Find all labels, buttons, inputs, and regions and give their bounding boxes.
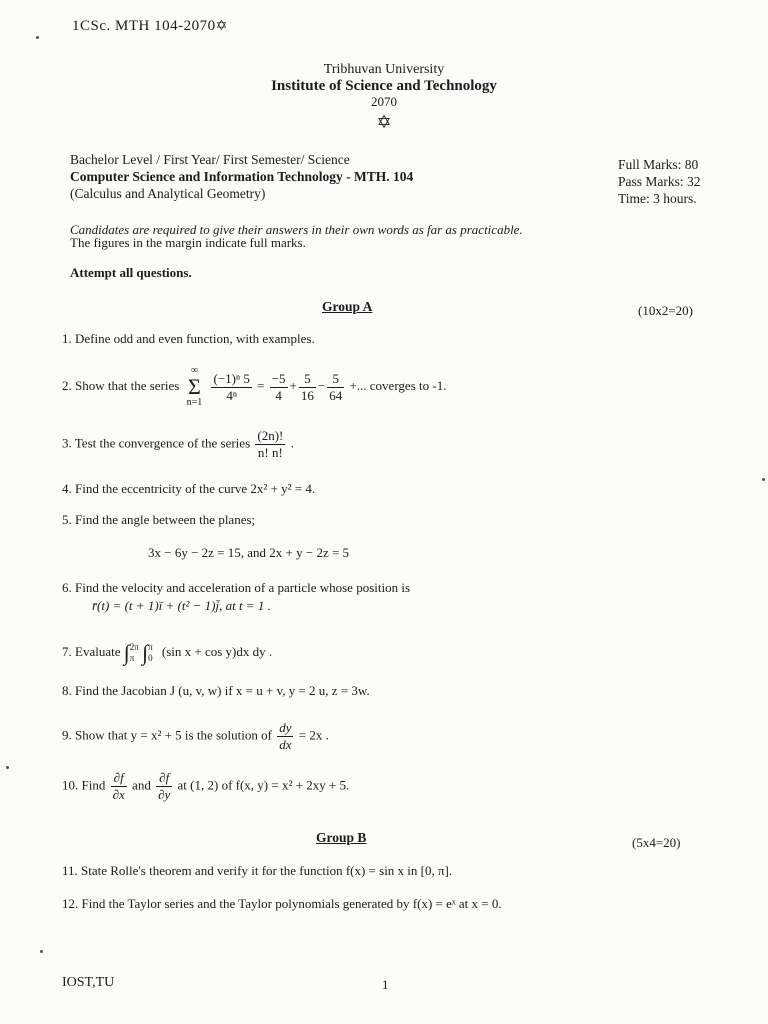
- q10-py-num: ∂f: [156, 770, 172, 787]
- q10-prefix: 10. Find: [62, 777, 106, 793]
- q10-px-num: ∂f: [111, 770, 127, 787]
- summation-symbol: [187, 366, 203, 408]
- q10-and: and: [132, 777, 151, 793]
- question-3: [62, 428, 294, 461]
- pass-marks: Pass Marks: 32: [618, 174, 701, 189]
- q2-t2-num: 5: [299, 371, 316, 388]
- q7-inner-upper: π: [148, 642, 153, 652]
- q9-suffix: = 2x .: [298, 727, 329, 743]
- level-line: Bachelor Level / First Year/ First Semester/ Science: [70, 152, 350, 167]
- question-9: [62, 720, 329, 753]
- subject-line: (Calculus and Analytical Geometry): [70, 186, 266, 201]
- q10-suffix: at (1, 2) of f(x, y) = x² + 2xy + 5.: [177, 777, 350, 793]
- integral-icon: ∫: [123, 640, 130, 665]
- instruction-line-1: Candidates are required to give their answers in their own words as far as practicable.: [70, 222, 523, 237]
- q3-prefix: 3. Test the convergence of the series: [62, 435, 251, 451]
- q7-outer-lower: π: [129, 653, 135, 663]
- q3-numerator: (2n)!: [257, 428, 284, 443]
- scan-speck: [762, 478, 765, 481]
- time-limit: Time: 3 hours.: [618, 191, 697, 206]
- q10-px-den: ∂x: [112, 787, 125, 802]
- scan-speck: [40, 950, 43, 953]
- q9-prefix: 9. Show that y = x² + 5 is the solution of: [62, 727, 272, 743]
- question-5: 5. Find the angle between the planes;: [62, 512, 256, 527]
- q2-t1-num: −5: [271, 370, 286, 386]
- exam-year: 2070: [371, 94, 397, 109]
- group-a-marks: (10x2=20): [638, 303, 693, 318]
- q2-term-2: [299, 371, 316, 404]
- page-number: 1: [382, 977, 389, 992]
- program-line: Computer Science and Information Technology - MTH. 104: [70, 169, 414, 184]
- q2-prefix: 2. Show that the series: [62, 377, 180, 393]
- full-marks: Full Marks: 80: [618, 157, 699, 172]
- question-6-equation: r̄(t) = (t + 1)ī + (t² − 1)j̄, at t = 1 .: [92, 598, 271, 613]
- instruction-line-2: The figures in the margin indicate full marks.: [70, 235, 306, 250]
- q2-t3-num: 5: [327, 371, 344, 388]
- question-10: [62, 770, 349, 803]
- q9-derivative: [277, 720, 293, 753]
- q2-suffix: +... coverges to -1.: [349, 377, 447, 393]
- group-b-title: Group B: [316, 830, 367, 845]
- q10-partial-y: [156, 770, 172, 803]
- question-8: 8. Find the Jacobian J (u, v, w) if x = u + v, y = 2 u, z = 3w.: [62, 683, 370, 698]
- q2-term-numerator: (−1)ⁿ 5: [213, 370, 250, 386]
- exam-code: [72, 18, 228, 35]
- question-7: [62, 640, 272, 666]
- university-name: Tribhuvan University: [323, 62, 445, 77]
- group-b-marks: (5x4=20): [632, 835, 681, 850]
- question-2: 2. Show that the series ∞ Σ n=1 $\frac{\text{(−1)ⁿ 5}}{\text{4ⁿ}}$ = $\frac{-5}{4}$ + $\frac{5}{16}$ − $\frac{5}{64}$ +... coverges to -1.: [62, 365, 447, 408]
- question-1: 1. Define odd and even function, with examples.: [62, 331, 315, 346]
- q9-denominator: dx: [279, 737, 292, 752]
- q2-t2-den: 16: [300, 387, 314, 403]
- sigma-icon: Σ: [188, 374, 201, 399]
- q2-term-3: [327, 371, 344, 404]
- question-12: 12. Find the Taylor series and the Taylor polynomials generated by f(x) = eˣ at x = 0.: [62, 896, 502, 911]
- sum-lower-limit: n=1: [186, 397, 203, 408]
- q3-denominator: n! n!: [257, 445, 283, 460]
- integral-icon: ∫: [142, 640, 149, 665]
- exam-code-text: 1CSc. MTH 104-2070: [72, 18, 216, 34]
- question-5-equations: 3x − 6y − 2z = 15, and 2x + y − 2z = 5: [148, 545, 350, 560]
- q7-prefix: 7. Evaluate: [62, 643, 121, 659]
- q10-py-den: ∂y: [158, 787, 171, 802]
- q10-partial-x: [111, 770, 127, 803]
- q7-integrand: (sin x + cos y)dx dy .: [161, 643, 273, 659]
- star-icon: ✡: [215, 19, 228, 34]
- question-4: 4. Find the eccentricity of the curve 2x² + y² = 4.: [62, 481, 316, 496]
- q3-suffix: .: [290, 435, 294, 451]
- seal-icon: ✡: [376, 112, 392, 132]
- group-a-title: Group A: [322, 299, 373, 314]
- q2-term-denominator: 4ⁿ: [226, 387, 237, 403]
- sum-upper-limit: ∞: [190, 365, 198, 376]
- q2-t3-den: 64: [329, 387, 343, 403]
- q2-t1-den: 4: [275, 387, 282, 403]
- footer-source: IOST,TU: [62, 975, 115, 990]
- question-11: 11. State Rolle's theorem and verify it for the function f(x) = sin x in [0, π].: [62, 863, 453, 878]
- q7-inner-lower: 0: [148, 653, 153, 663]
- q9-numerator: dy: [279, 720, 292, 735]
- q2-general-term: [211, 371, 251, 404]
- institute-name: Institute of Science and Technology: [271, 78, 497, 94]
- q7-outer-upper: 2π: [129, 642, 139, 652]
- scan-speck: [36, 36, 39, 39]
- scan-speck: [6, 766, 9, 769]
- q2-term-1: [270, 371, 288, 404]
- q3-fraction: [255, 428, 285, 461]
- q2-equals: =: [257, 377, 265, 393]
- question-6: 6. Find the velocity and acceleration of a particle whose position is: [62, 580, 411, 595]
- attempt-all: Attempt all questions.: [70, 265, 192, 280]
